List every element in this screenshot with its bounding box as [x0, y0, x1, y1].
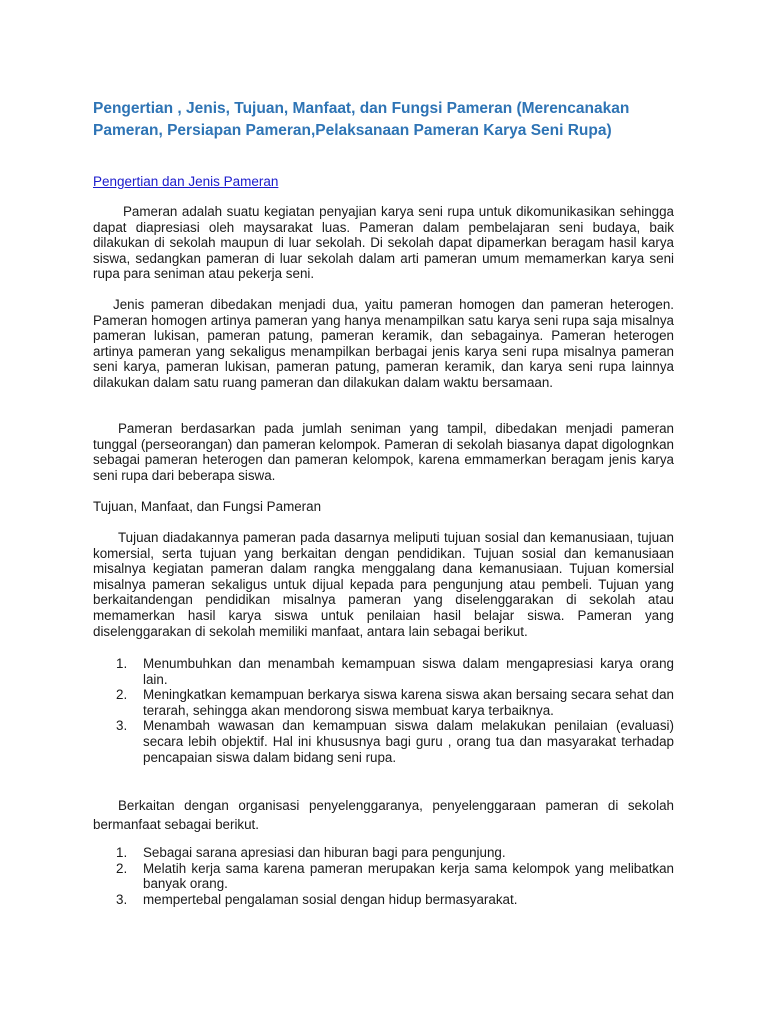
list-item [93, 656, 674, 687]
paragraph-definition: Pameran adalah suatu kegiatan penyajian karya seni rupa untuk dikomunikasikan sehingga dapat diapresiasi oleh maysarakat luas. Pameran dalam pembelajaran seni budaya, baik dilakukan di sekolah maupun di luar sekolah. Di sekolah dapat dipamerkan beragam hasil karya siswa, sedangkan pameran di luar sekolah dalam arti pameran umum memamerkan karya seni rupa para seniman atau pekerja seni. [93, 204, 674, 282]
paragraph-purpose: Tujuan diadakannya pameran pada dasarnya meliputi tujuan sosial dan kemanusiaan, tujuan komersial, serta tujuan yang berkaitan dengan pendidikan. Tujuan sosial dan kemanusiaan misalnya kegiatan pameran dalam rangka menggalang dana kemanusiaan. Tujuan komersial misalnya pameran sekaligus untuk dijual kepada para pengunjung atau pembeli. Tujuan yang berkaitandengan pendidikan misalnya pameran yang diselenggarakan di sekolah atau memamerkan hasil karya siswa untuk penilaian hasil belajar siswa. Pameran yang diselenggarakan di sekolah memiliki manfaat, antara lain sebagai berikut. [93, 530, 674, 639]
list-item-text: Menambah wawasan dan kemampuan siswa dalam melakukan penilaian (evaluasi) secara lebih objektif. Hal ini khususnya bagi guru , orang tua dan masyarakat terhadap pencapaian siswa dalam bidang seni rupa. [143, 718, 674, 765]
page-title: Pengertian , Jenis, Tujuan, Manfaat, dan Fungsi Pameran (Merencanakan Pameran, Persiapan Pameran,Pelaksanaan Pameran Karya Seni Rupa) [93, 100, 630, 139]
organization-benefits-list [93, 845, 674, 907]
paragraph-organization: Berkaitan dengan organisasi penyelenggaranya, penyelenggaraan pameran di sekolah bermanfaat sebagai berikut. [93, 798, 674, 832]
list-item [93, 687, 674, 718]
paragraph-exhibitor-count: Pameran berdasarkan pada jumlah seniman yang tampil, dibedakan menjadi pameran tunggal (perseorangan) dan pameran kelompok. Pameran di sekolah biasanya dapat digolognkan sebagai pameran heterogen dan pameran kelompok, karena emmamerkan beragam jenis karya seni rupa dari beberapa siswa. [93, 421, 674, 483]
section-heading-tujuan: Tujuan, Manfaat, dan Fungsi Pameran [93, 499, 322, 514]
list-item-text: Menumbuhkan dan menambah kemampuan siswa dalam mengapresiasi karya orang lain. [143, 656, 674, 687]
list-item-text: mempertebal pengalaman sosial dengan hidup bermasyarakat. [143, 891, 518, 907]
list-item [93, 861, 674, 892]
list-number: 3. [116, 891, 128, 907]
list-number: 2. [116, 860, 128, 876]
list-item [93, 892, 674, 908]
list-number: 2. [116, 687, 128, 703]
list-number: 1. [116, 656, 128, 671]
list-item [93, 718, 674, 765]
list-item-text: Sebagai sarana apresiasi dan hiburan bagi para pengunjung. [143, 845, 506, 860]
list-number: 3. [116, 718, 128, 734]
paragraph-types: Jenis pameran dibedakan menjadi dua, yaitu pameran homogen dan pameran heterogen. Pameran homogen artinya pameran yang hanya menampilkan satu karya seni rupa saja misalnya pameran lukisan, pameran patung, pameran keramik, dan sebagainya. Pameran heterogen artinya pameran yang sekaligus menampilkan berbagai jenis karya seni rupa misalnya pameran seni karya, pameran lukisan, pameran patung, pameran keramik, dan karya seni rupa lainnya dilakukan dalam satu ruang pameran dan dilakukan dalam waktu bersamaan. [93, 297, 674, 390]
list-number: 1. [116, 845, 128, 860]
list-item-text: Melatih kerja sama karena pameran merupakan kerja sama kelompok yang melibatkan banyak orang. [143, 860, 674, 892]
section-link-pengertian[interactable]: Pengertian dan Jenis Pameran [93, 174, 279, 189]
list-item-text: Meningkatkan kemampuan berkarya siswa karena siswa akan bersaing secara sehat dan terarah, sehingga akan mendorong siswa membuat karya terbaiknya. [143, 687, 674, 718]
benefits-list [93, 656, 674, 765]
list-item [93, 845, 674, 861]
